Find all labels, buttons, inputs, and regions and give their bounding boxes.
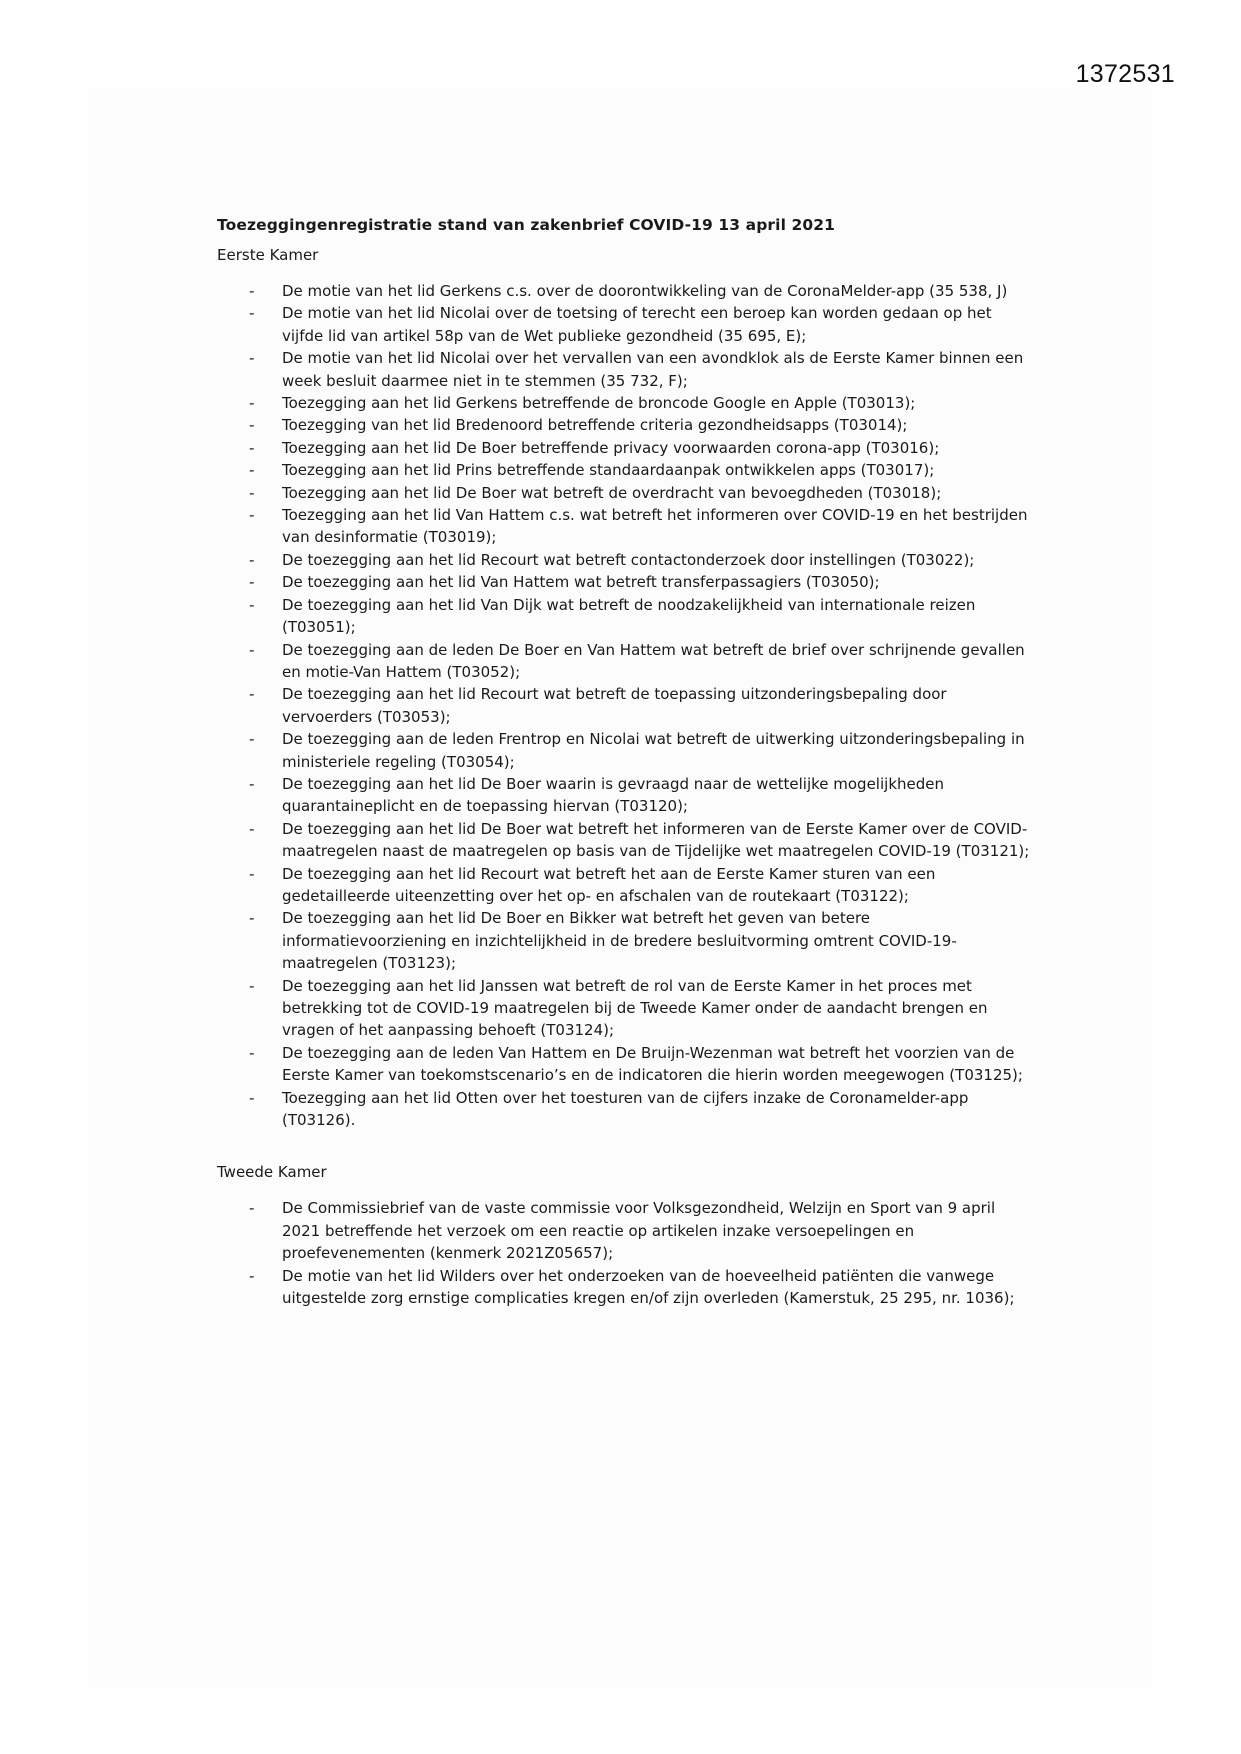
bullet-dash-icon: - xyxy=(249,550,255,569)
list-item-text: De toezegging aan de leden De Boer en Van Hattem wat betreft de brief over schrijnende gevallen en motie-Van Hattem (T03052); xyxy=(282,640,1025,681)
document-body xyxy=(217,216,1037,1309)
list-item-text: De motie van het lid Gerkens c.s. over de doorontwikkeling van de CoronaMelder-app (35 538, J) xyxy=(282,282,1008,300)
bullet-dash-icon: - xyxy=(249,416,255,435)
list-item-text: De toezegging aan het lid De Boer wat betreft het informeren van de Eerste Kamer over de COVID-maatregelen naast de maatregelen op basis van de Tijdelijke wet maatregelen COVID-19 (T03121); xyxy=(282,819,1030,861)
list-item-text: De toezegging aan de leden Frentrop en Nicolai wat betreft de uitwerking uitzonderingsbepaling in ministeriele regeling (T03054); xyxy=(282,730,1025,771)
list-item xyxy=(217,639,1037,684)
list-item-text: De toezegging aan het lid Recourt wat betreft de toepassing uitzonderingsbepaling door vervoerders (T03053); xyxy=(282,685,947,726)
list-item xyxy=(217,1197,1037,1264)
list-item-text: De toezegging aan het lid Recourt wat betreft het aan de Eerste Kamer sturen van een gedetailleerde uiteenzetting over het op- en afschalen van de routekaart (T03122); xyxy=(282,864,936,905)
list-item-text: De Commissiebrief van de vaste commissie voor Volksgezondheid, Welzijn en Sport van 9 april 2021 betreffende het verzoek om een reactie op artikelen inzake versoepelingen en proefevenementen (kenmerk 2021Z05657); xyxy=(282,1199,996,1263)
commitment-list xyxy=(217,1197,1037,1309)
bullet-dash-icon: - xyxy=(249,976,255,995)
list-item-text: De motie van het lid Nicolai over de toetsing of terecht een beroep kan worden gedaan op het vijfde lid van artikel 58p van de Wet publieke gezondheid (35 695, E); xyxy=(282,304,992,345)
list-item-text: De toezegging aan het lid Van Dijk wat betreft de noodzakelijkheid van internationale reizen (T03051); xyxy=(282,595,976,637)
list-item xyxy=(217,1265,1037,1310)
bullet-dash-icon: - xyxy=(249,506,255,525)
list-item xyxy=(217,437,1037,459)
list-item-text: De toezegging aan het lid Recourt wat betreft contactonderzoek door instellingen (T03022); xyxy=(282,550,975,569)
list-item xyxy=(217,571,1037,593)
list-item xyxy=(217,280,1037,302)
bullet-dash-icon: - xyxy=(249,438,255,457)
list-item xyxy=(217,728,1037,773)
list-item xyxy=(217,504,1037,549)
bullet-dash-icon: - xyxy=(249,1043,255,1062)
list-item-text: De motie van het lid Wilders over het onderzoeken van de hoeveelheid patiënten die vanwege uitgestelde zorg ernstige complicaties kregen en/of zijn overleden (Kamerstuk, 25 295, nr. 1036); xyxy=(282,1266,1015,1308)
bullet-dash-icon: - xyxy=(249,1266,255,1285)
bullet-dash-icon: - xyxy=(249,304,255,323)
list-item xyxy=(217,302,1037,347)
list-item xyxy=(217,863,1037,908)
list-item xyxy=(217,459,1037,481)
list-item-text: Toezegging aan het lid Gerkens betreffende de broncode Google en Apple (T03013); xyxy=(282,394,916,413)
bullet-dash-icon: - xyxy=(249,640,255,659)
bullet-dash-icon: - xyxy=(249,282,255,300)
list-item-text: De toezegging aan het lid Janssen wat betreft de rol van de Eerste Kamer in het proces met betrekking tot de COVID-19 maatregelen bij de Tweede Kamer onder de aandacht brengen en vragen of het aanpassing behoeft (T03124); xyxy=(282,976,988,1040)
bullet-dash-icon: - xyxy=(249,349,255,368)
bullet-dash-icon: - xyxy=(249,685,255,704)
list-item xyxy=(217,818,1037,863)
bullet-dash-icon: - xyxy=(249,819,255,838)
list-item-text: Toezegging aan het lid De Boer betreffende privacy voorwaarden corona-app (T03016); xyxy=(282,438,940,457)
bullet-dash-icon: - xyxy=(249,483,255,502)
list-item xyxy=(217,975,1037,1042)
list-item xyxy=(217,683,1037,728)
bullet-dash-icon: - xyxy=(249,595,255,614)
section-heading: Tweede Kamer xyxy=(217,1163,327,1182)
bullet-dash-icon: - xyxy=(249,394,255,413)
bullet-dash-icon: - xyxy=(249,730,255,749)
list-item-text: Toezegging aan het lid Otten over het toesturen van de cijfers inzake de Coronamelder-app (T03126). xyxy=(282,1088,969,1130)
section-heading: Eerste Kamer xyxy=(217,246,319,264)
section-eerste-kamer xyxy=(217,244,1037,1131)
list-item xyxy=(217,773,1037,818)
bullet-dash-icon: - xyxy=(249,1199,255,1218)
document-number: 1372531 xyxy=(1075,60,1175,88)
bullet-dash-icon: - xyxy=(249,864,255,883)
list-item xyxy=(217,594,1037,639)
bullet-dash-icon: - xyxy=(249,774,255,793)
commitment-list xyxy=(217,280,1037,1131)
list-item-text: Toezegging aan het lid Van Hattem c.s. wat betreft het informeren over COVID-19 en het bestrijden van desinformatie (T03019); xyxy=(282,506,1028,547)
list-item xyxy=(217,1087,1037,1132)
list-item-text: De toezegging aan het lid De Boer waarin is gevraagd naar de wettelijke mogelijkheden quarantaineplicht en de toepassing hiervan (T03120); xyxy=(282,774,944,816)
list-item-text: De toezegging aan de leden Van Hattem en De Bruijn-Wezenman wat betreft het voorzien van de Eerste Kamer van toekomstscenario’s en de indicatoren die hierin worden meegewogen (T03125); xyxy=(282,1043,1023,1085)
list-item-text: De toezegging aan het lid Van Hattem wat betreft transferpassagiers (T03050); xyxy=(282,573,880,592)
list-item xyxy=(217,907,1037,974)
list-item xyxy=(217,1042,1037,1087)
bullet-dash-icon: - xyxy=(249,573,255,592)
list-item xyxy=(217,392,1037,414)
list-item xyxy=(217,549,1037,571)
document-title: Toezeggingenregistratie stand van zakenbrief COVID-19 13 april 2021 xyxy=(217,216,836,234)
list-item-text: De motie van het lid Nicolai over het vervallen van een avondklok als de Eerste Kamer binnen een week besluit daarmee niet in te stemmen (35 732, F); xyxy=(282,349,1024,390)
list-item xyxy=(217,347,1037,392)
list-item xyxy=(217,414,1037,436)
list-item xyxy=(217,482,1037,504)
list-item-text: Toezegging aan het lid De Boer wat betreft de overdracht van bevoegdheden (T03018); xyxy=(282,483,942,502)
list-item-text: Toezegging aan het lid Prins betreffende standaardaanpak ontwikkelen apps (T03017); xyxy=(282,461,935,480)
bullet-dash-icon: - xyxy=(249,909,255,928)
section-tweede-kamer xyxy=(217,1161,1037,1309)
list-item-text: De toezegging aan het lid De Boer en Bikker wat betreft het geven van betere informatievoorziening en inzichtelijkheid in de bredere besluitvorming omtrent COVID-19-maatregelen (T03123); xyxy=(282,909,957,973)
bullet-dash-icon: - xyxy=(249,1088,255,1107)
list-item-text: Toezegging van het lid Bredenoord betreffende criteria gezondheidsapps (T03014); xyxy=(282,416,908,435)
bullet-dash-icon: - xyxy=(249,461,255,480)
